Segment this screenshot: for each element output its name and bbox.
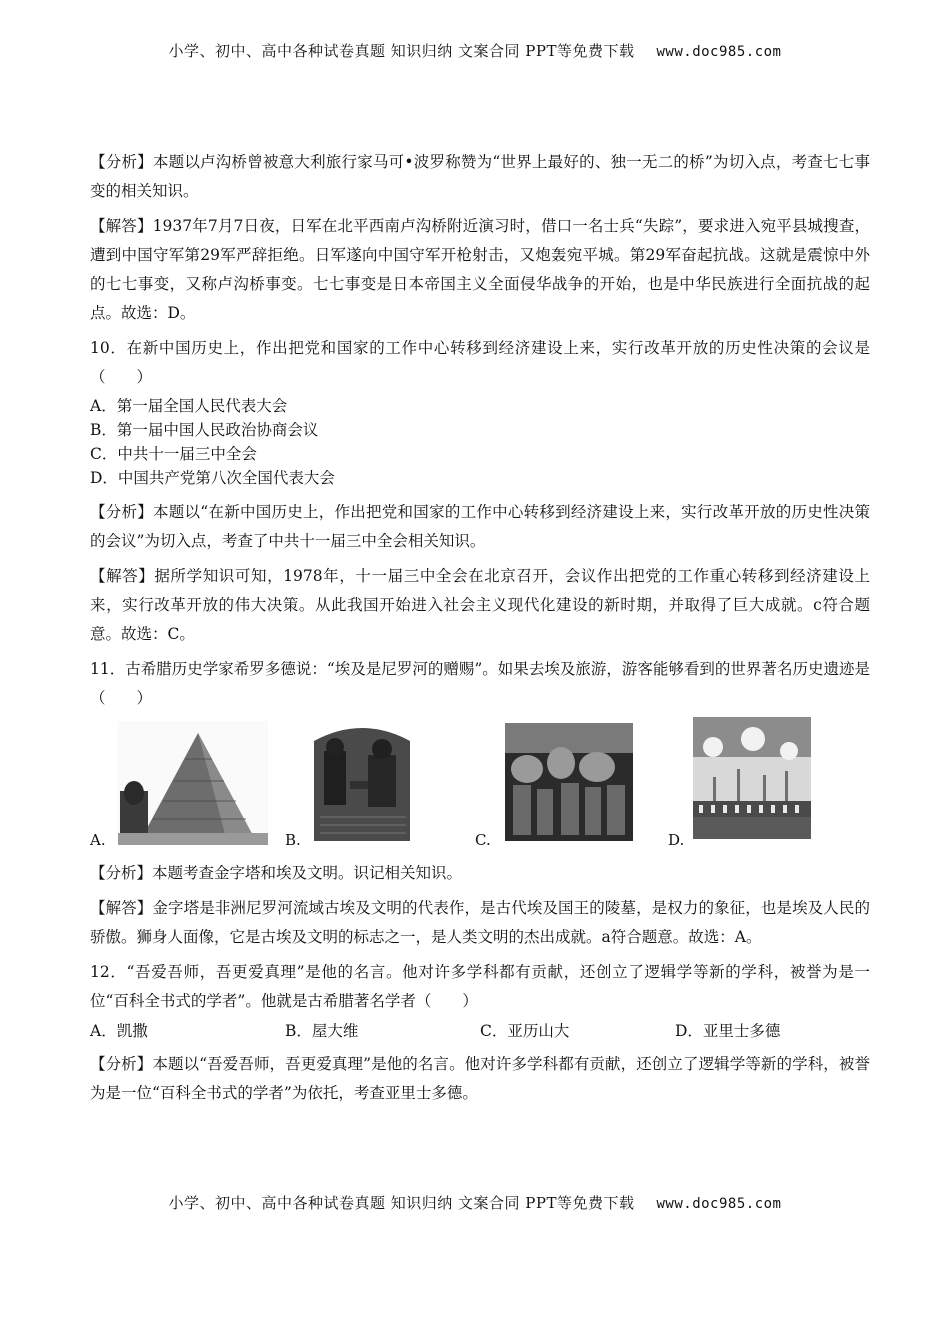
header-text: 小学、初中、高中各种试卷真题 知识归纳 文案合同 PPT等免费下载 xyxy=(168,42,635,60)
q12-option-b: B．屋大维 xyxy=(285,1022,359,1040)
q10-option-d: D．中国共产党第八次全国代表大会 xyxy=(90,469,335,487)
q12-option-c: C．亚历山大 xyxy=(480,1022,570,1040)
q11-answer: 【解答】金字塔是非洲尼罗河流域古埃及文明的代表作，是古代埃及国王的陵墓，是权力的象征，也是埃及人民的骄傲。狮身人面像，它是古埃及文明的标志之一，是人类文明的杰出成就。a符合题意。故选：A。 xyxy=(90,899,870,946)
q11-option-d xyxy=(668,719,848,849)
q10-answer: 【解答】据所学知识可知，1978年，十一届三中全会在北京召开，会议作出把党的工作重心转移到经济建设上来，实行改革开放的伟大决策。从此我国开始进入社会主义现代化建设的新时期，并取得了巨大成就。c符合题意。故选：C。 xyxy=(90,567,870,643)
header-url[interactable]: www.doc985.com xyxy=(656,44,782,60)
page-footer xyxy=(0,1192,950,1213)
q11-option-a-label: A. xyxy=(90,831,106,849)
q12-options xyxy=(90,1018,870,1044)
q10-option-a: A．第一届全国人民代表大会 xyxy=(90,397,288,415)
ancient-city-image xyxy=(693,717,811,839)
q9-answer: 【解答】1937年7月7日夜，日军在北平西南卢沟桥附近演习时，借口一名士兵“失踪”，要求进入宛平县城搜查，遭到中国守军第29军严辞拒绝。日军遂向中国守军开枪射击，又炮轰宛平城。第29军奋起抗战。这就是震惊中外的七七事变，又称卢沟桥事变。七七事变是日本帝国主义全面侵华战争的开始，也是中华民族进行全面抗战的起点。故选：D。 xyxy=(90,217,870,322)
q10-option-c: C．中共十一届三中全会 xyxy=(90,445,257,463)
q11-option-a xyxy=(90,719,270,849)
q9-analysis: 【分析】本题以卢沟桥曾被意大利旅行家马可•波罗称赞为“世界上最好的、独一无二的桥”为切入点，考查七七事变的相关知识。 xyxy=(90,153,870,200)
q12-stem: 12．“吾爱吾师，吾更爱真理”是他的名言。他对许多学科都有贡献，还创立了逻辑学等新的学科，被誉为是一位“百科全书式的学者”。他就是古希腊著名学者（ ） xyxy=(90,963,870,1010)
q10-stem: 10．在新中国历史上，作出把党和国家的工作中心转移到经济建设上来，实行改革开放的历史性决策的会议是（ ） xyxy=(90,339,870,386)
page-header xyxy=(0,40,950,61)
q11-option-b-label: B. xyxy=(285,831,301,849)
stone-statues-image xyxy=(505,723,633,841)
q12-analysis: 【分析】本题以“吾爱吾师，吾更爱真理”是他的名言。他对许多学科都有贡献，还创立了逻辑学等新的学科，被誉为是一位“百科全书式的学者”为依托，考查亚里士多德。 xyxy=(90,1055,870,1102)
q11-analysis: 【分析】本题考查金字塔和埃及文明。识记相关知识。 xyxy=(90,864,463,882)
q12-option-a: A．凯撒 xyxy=(90,1022,148,1040)
stele-relief-image xyxy=(310,721,415,841)
q11-option-b xyxy=(285,719,445,849)
q11-stem: 11．古希腊历史学家希罗多德说：“埃及是尼罗河的赠赐”。如果去埃及旅游，游客能够看到的世界著名历史遗迹是（ ） xyxy=(90,660,870,707)
pyramid-sphinx-image xyxy=(118,721,268,845)
document-body xyxy=(90,148,870,1114)
q11-option-c-label: C. xyxy=(475,831,491,849)
footer-url[interactable]: www.doc985.com xyxy=(656,1196,782,1212)
q11-image-options xyxy=(90,719,870,849)
q10-analysis: 【分析】本题以“在新中国历史上，作出把党和国家的工作中心转移到经济建设上来，实行改革开放的历史性决策的会议”为切入点，考查了中共十一届三中全会相关知识。 xyxy=(90,503,870,550)
q10-option-b: B．第一届中国人民政治协商会议 xyxy=(90,421,319,439)
footer-text: 小学、初中、高中各种试卷真题 知识归纳 文案合同 PPT等免费下载 xyxy=(168,1194,635,1212)
q11-option-d-label: D. xyxy=(668,831,685,849)
q12-option-d: D．亚里士多德 xyxy=(675,1022,781,1040)
q11-option-c xyxy=(475,719,645,849)
